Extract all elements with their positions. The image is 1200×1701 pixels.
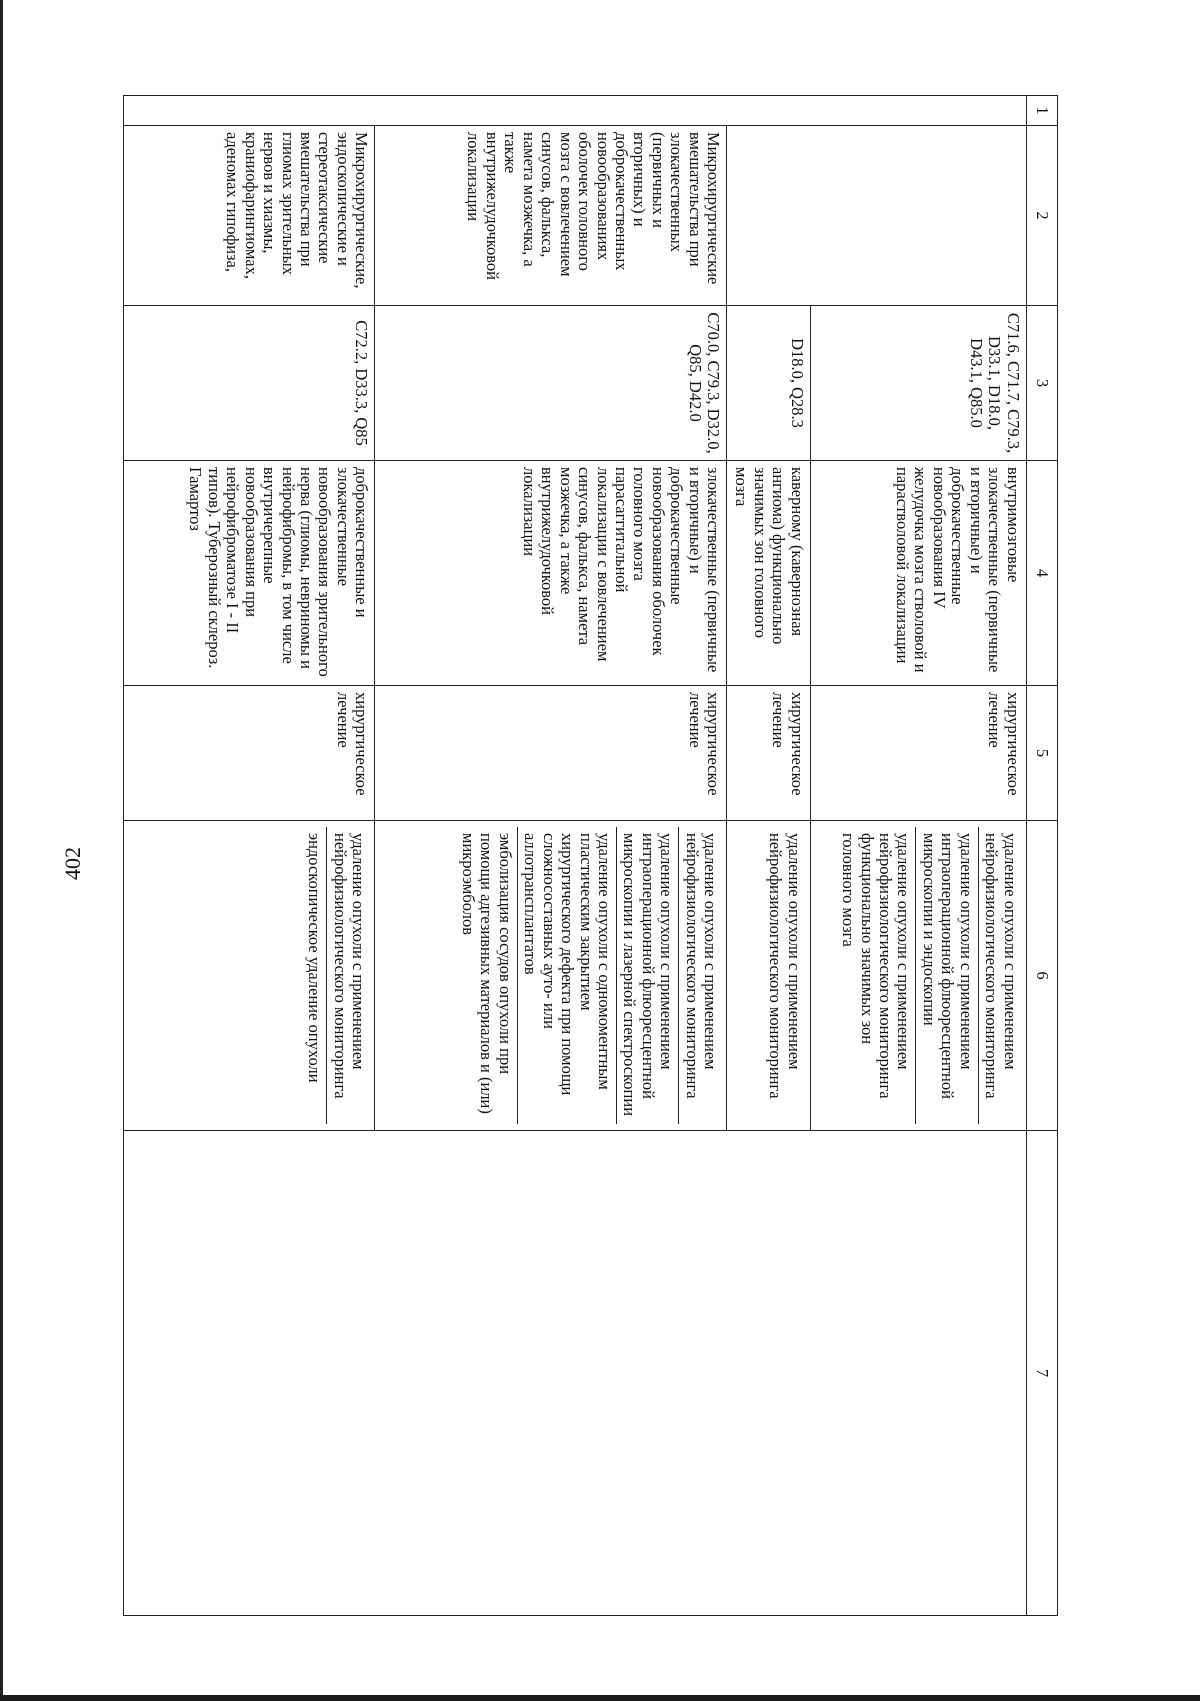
icd-codes-cell: C71.6, C71.7, C79.3, D33.1, D18.0, D43.1, Q85.0	[810, 306, 1026, 461]
procedure-cell	[375, 821, 727, 1131]
procedure-item: удаление опухоли с применением интраоперационной флюоресцентной микроскопии и лазерной спектроскопии	[617, 827, 679, 1124]
column-header-4: 4	[1026, 461, 1057, 686]
diagnosis-cell: внутримозговые злокачественные (первичные и вторичные) и доброкачественные новообразования IV желудочка мозга стволовой и парастволовой локализации	[810, 461, 1026, 686]
procedure-cell	[727, 821, 810, 1131]
column-header-6: 6	[1026, 821, 1057, 1131]
method-cell: Микрохирургические, эндоскопические и стереотаксические вмешательства при глиомах зрительных нервов и хиазмы, краниофарингиомах, аденомах гипофиза,	[124, 126, 375, 306]
procedure-item: удаление опухоли с применением нейрофизиологического мониторинга	[330, 833, 369, 1099]
diagnosis-cell: доброкачественные и злокачественные новообразования зрительного нерва (глиомы, невриномы и нейрофибромы, в том числе внутричерепные новообразования при нейрофиброматозе I - II типов). Туберозный склероз. Гамартоз	[124, 461, 375, 686]
header-row	[1026, 96, 1057, 1616]
notes-cell	[124, 1131, 1027, 1616]
procedure-item: эндоскопическое удаление опухоли	[302, 827, 327, 1124]
column-header-3: 3	[1026, 306, 1057, 461]
page-bottom-edge	[0, 1695, 1200, 1701]
procedures-table	[123, 95, 1058, 1616]
diagnosis-cell: каверному (кавернозная ангиома) функционально значимых зон головного мозга	[727, 461, 810, 686]
procedure-cell	[124, 821, 375, 1131]
table-row	[810, 96, 1026, 1616]
procedure-cell	[810, 821, 1026, 1131]
rotated-table-container	[123, 95, 1058, 1615]
procedure-item: удаление опухоли с применением интраоперационной флюоресцентной микроскопии и эндоскопии	[917, 827, 979, 1124]
icd-codes-cell: C72.2, D33.3, Q85	[124, 306, 375, 461]
page-number: 402	[60, 847, 85, 880]
procedure-item: удаление опухоли с применением нейрофизиологического мониторинга функционально значимых зон головного мозга	[836, 827, 917, 1124]
icd-codes-cell: C70.0, C79.3, D32.0, Q85, D42.0	[375, 306, 727, 461]
procedure-item: удаление опухоли с применением нейрофизиологического мониторинга	[682, 833, 721, 1099]
column-header-1: 1	[1026, 96, 1057, 126]
procedure-item: удаление опухоли с одномоментным пластическим закрытием хирургического дефекта при помощи сложносоставных ауто- или аллотрансплантатов	[518, 827, 617, 1124]
diagnosis-cell: злокачественные (первичные и вторичные) и доброкачественные новообразования оболочек головного мозга парасаггитальной локализации с вовлечением синусов, фалькса, намета мозжечка, а также внутрижелудочковой локализации	[375, 461, 727, 686]
icd-codes-cell: D18.0, Q28.3	[727, 306, 810, 461]
row-number-cell	[124, 96, 1027, 126]
column-header-7: 7	[1026, 1131, 1057, 1616]
procedure-item: удаление опухоли с применением нейрофизиологического мониторинга	[982, 833, 1020, 1099]
treatment-type-cell: хирургическое лечение	[727, 686, 810, 821]
method-cell: Микрохирургические вмешательства при злокачественных (первичных и вторичных) и доброкачественных новообразованиях оболочек головного мозга с вовлечением синусов, фалькса, намета мозжечка, а также внутрижелудочковой локализации	[375, 126, 727, 306]
treatment-type-cell: хирургическое лечение	[375, 686, 727, 821]
treatment-type-cell: хирургическое лечение	[124, 686, 375, 821]
column-header-2: 2	[1026, 126, 1057, 306]
procedure-item: эмболизация сосудов опухоли при помощи адгезивных материалов и (или) микроэмболов	[455, 827, 517, 1124]
column-header-5: 5	[1026, 686, 1057, 821]
treatment-type-cell: хирургическое лечение	[810, 686, 1026, 821]
procedure-item: удаление опухоли с применением нейрофизиологического мониторинга	[766, 833, 804, 1099]
method-cell	[727, 126, 1027, 306]
page-left-edge	[0, 0, 3, 1701]
